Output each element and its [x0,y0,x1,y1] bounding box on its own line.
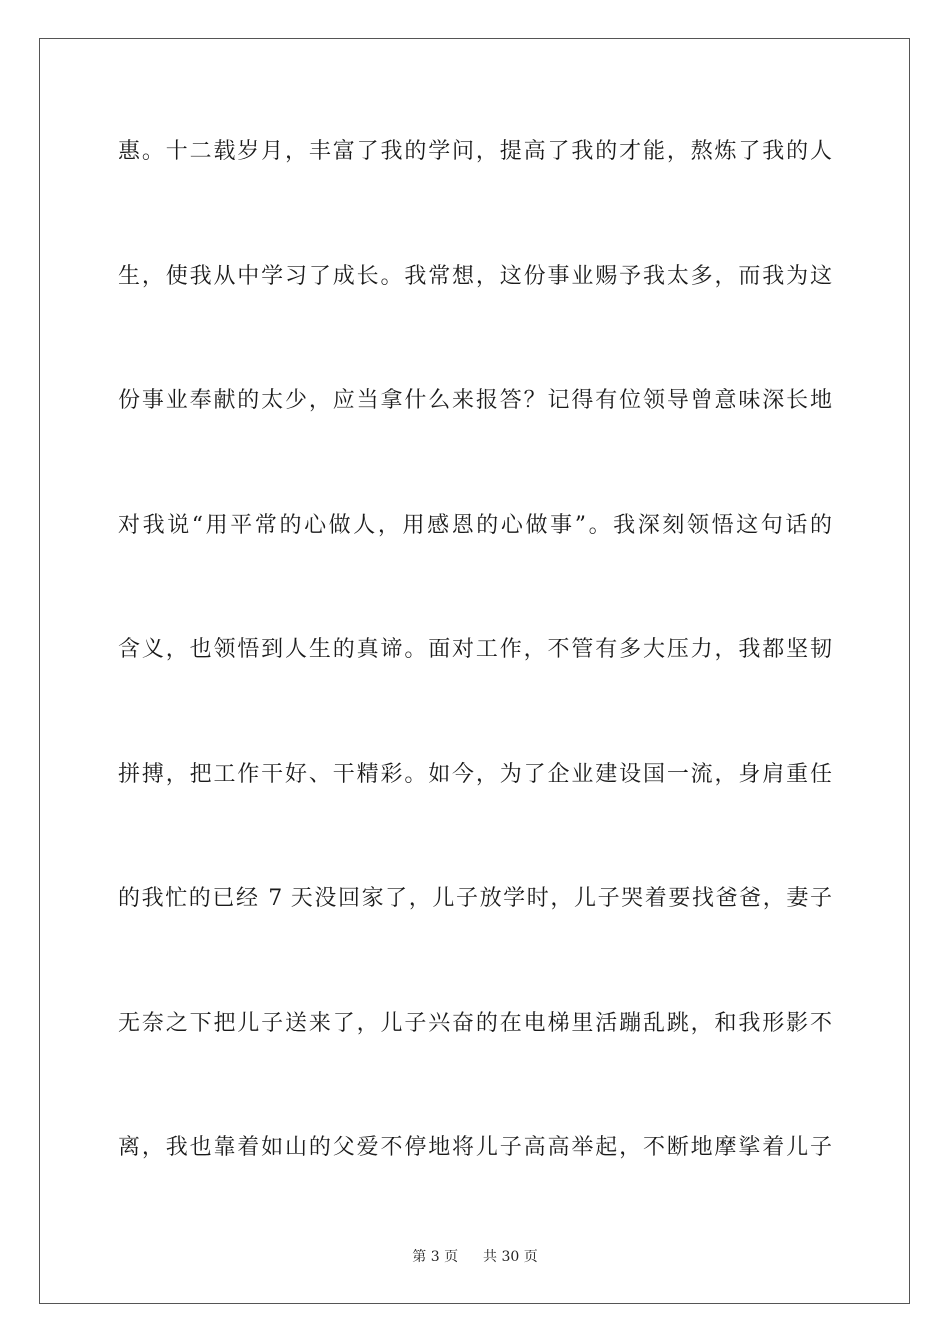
text-line-3: 份事业奉献的太少，应当拿什么来报答？记得有位领导曾意味深长地 [118,388,832,413]
text-line-9: 离，我也靠着如山的父爱不停地将儿子高高举起，不断地摩挲着儿子 [118,1135,832,1160]
text-line-5: 含义，也领悟到人生的真谛。面对工作，不管有多大压力，我都坚韧 [118,637,832,662]
text-line-2: 生，使我从中学习了成长。我常想，这份事业赐予我太多，而我为这 [118,263,832,289]
page-number: 第 3 页 [412,1249,459,1265]
body-text [118,127,832,1248]
page-total: 共 30 页 [483,1249,538,1265]
text-line-4: 对我说“用平常的心做人，用感恩的心做事”。我深刻领悟这句话的 [118,512,832,538]
text-line-8: 无奈之下把儿子送来了，儿子兴奋的在电梯里活蹦乱跳，和我形影不 [118,1010,832,1036]
page-footer [0,1246,950,1266]
text-line-6: 拼搏，把工作干好、干精彩。如今，为了企业建设国一流，身肩重任 [118,761,832,787]
text-line-1: 惠。十二载岁月，丰富了我的学问，提高了我的才能，熬炼了我的人 [118,139,832,164]
text-line-7: 的我忙的已经 7 天没回家了，儿子放学时，儿子哭着要找爸爸，妻子 [118,886,832,911]
